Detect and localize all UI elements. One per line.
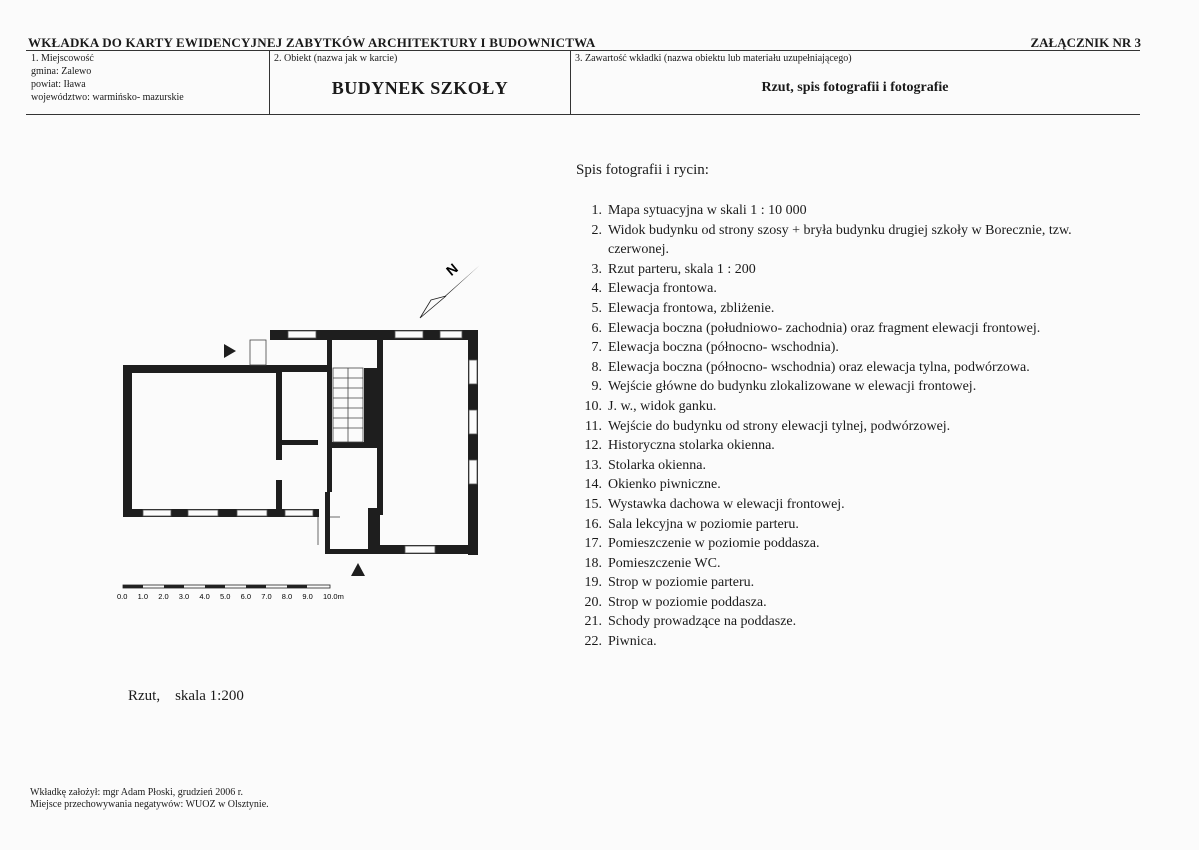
footer [30,787,269,811]
photo-list-item [568,201,1128,221]
header-rule-bottom [26,114,1140,115]
photo-list-text: Widok budynku od strony szosy + bryła budynku drugiej szkoły w Borecznie, tzw. czerwonej. [608,222,1072,258]
plan-wall [368,508,380,554]
plan-wall [123,365,281,373]
plan-wall [325,492,330,554]
photo-list-number: 22. [584,634,602,650]
scale-tick-label: 9.0 [302,592,313,601]
photo-list-item [568,377,1128,397]
photo-list-item [568,338,1128,358]
photo-list-heading: Spis fotografii i rycin: [576,162,709,178]
photo-list-item [568,495,1128,515]
photo-list-text: Pomieszczenie WC. [608,555,721,571]
location-cell [31,53,266,103]
photo-list-text: Elewacja frontowa. [608,281,717,297]
plan-wall [282,440,318,445]
photo-list-item [568,475,1128,495]
plan-window [469,410,477,434]
photo-list-text: Sala lekcyjna w poziomie parteru. [608,516,799,532]
photo-list-number: 11. [585,418,602,434]
photo-list-number: 18. [584,555,602,571]
photo-list-text: Rzut parteru, skala 1 : 200 [608,261,756,277]
photo-list-text: Piwnica. [608,634,657,650]
plan-wall [123,365,132,517]
photo-list-number: 17. [584,536,602,552]
photo-list-item [568,397,1128,417]
photo-list-text: Elewacja boczna (południowo- zachodnia) oraz fragment elewacji frontowej. [608,320,1041,336]
photo-list-text: J. w., widok ganku. [608,398,717,414]
scale-tick-label: 4.0 [199,592,210,601]
photo-list-item [568,534,1128,554]
scale-tick-label: 8.0 [281,592,293,601]
photo-list-number: 14. [584,477,602,493]
photo-list-item [568,612,1128,632]
photo-list-number: 10. [584,398,602,414]
photo-list-text: Historyczna stolarka okienna. [608,438,775,454]
photo-list-number: 16. [584,516,602,532]
photo-list-item [568,436,1128,456]
photo-list-item [568,319,1128,339]
scale-tick-label: 2.0 [158,592,169,601]
photo-list-number: 4. [591,281,602,297]
floor-plan [110,250,500,610]
photo-list [568,201,1128,652]
photo-list-item [568,299,1128,319]
powiat: powiat: Iława [31,79,86,90]
plan-wall [281,365,331,372]
photo-list-text: Elewacja frontowa, zbliżenie. [608,300,775,316]
plan-wall [276,480,282,510]
photo-list-text: Strop w poziomie poddasza. [608,594,767,610]
plan-window [285,510,313,516]
photo-list-number: 3. [591,261,602,277]
scale-tick-label: 1.0 [137,592,149,601]
photo-list-text: Wystawka dachowa w elewacji frontowej. [608,496,845,512]
plan-caption: Rzut, skala 1:200 [128,688,244,704]
plan-window [288,331,316,338]
photo-list-text: Mapa sytuacyjna w skali 1 : 10 000 [608,203,807,218]
entrance-arrow-icon [224,344,236,358]
photo-list-number: 8. [591,359,602,375]
photo-list-text: Wejście do budynku od strony elewacji tylnej, podwórzowej. [608,418,951,434]
photo-list-text: Pomieszczenie w poziomie poddasza. [608,536,820,552]
plan-window [237,510,267,516]
photo-list-item [568,417,1128,437]
photo-list-number: 13. [584,457,602,473]
photo-list-number: 5. [591,300,602,316]
plan-window [188,510,218,516]
scale-tick-label: 7.0 [261,592,272,601]
scale-tick-label: 3.0 [178,592,190,601]
plan-window [469,460,477,484]
photo-list-item [568,279,1128,299]
photo-list-item [568,554,1128,574]
footer-storage: Miejsce przechowywania negatywów: WUOZ w Olsztynie. [30,799,269,810]
plan-wall [327,340,332,492]
plan-wall [276,365,282,460]
plan-wall [364,368,378,444]
scale-tick-label: 5.0 [220,592,231,601]
content-value: Rzut, spis fotografii i fotografie [761,80,949,95]
scale-tick-label: 0.0 [117,592,128,601]
photo-list-item [568,632,1128,652]
photo-list-text: Elewacja boczna (północno- wschodnia) oraz elewacja tylna, podwórzowa. [608,359,1030,375]
photo-list-number: 6. [591,320,602,336]
gmina: gmina: Zalewo [31,66,92,77]
photo-list-item [568,260,1128,280]
footer-author: Wkładkę założył: mgr Adam Płoski, grudzień 2006 r. [30,787,244,798]
photo-list-number: 19. [584,575,602,591]
photo-list-number: 15. [584,496,602,512]
document-title: WKŁADKA DO KARTY EWIDENCYJNEJ ZABYTKÓW ARCHITEKTURY I BUDOWNICTWA [28,35,596,50]
photo-list-number: 12. [584,438,602,454]
header-rule-top [26,50,1140,51]
annex-number: ZAŁĄCZNIK NR 3 [1030,35,1141,50]
scale-labels [117,592,344,601]
location-label: 1. Miejscowość [31,53,94,64]
object-name: BUDYNEK SZKOŁY [331,78,509,98]
photo-list-number: 20. [584,594,602,610]
photo-list-text: Schody prowadzące na poddasze. [608,614,797,630]
north-label: N [442,259,461,279]
photo-list-item [568,593,1128,613]
photo-list-number: 1. [591,203,602,218]
photo-list-item [568,456,1128,476]
scale-bar [123,585,330,588]
photo-list-number: 2. [591,222,602,238]
header-divider-2 [570,50,571,114]
photo-list-number: 21. [584,614,602,630]
photo-list-number: 9. [591,379,602,395]
photo-list-number: 7. [591,340,602,356]
photo-list-text: Wejście główne do budynku zlokalizowane w elewacji frontowej. [608,379,977,395]
plan-landing [250,340,266,365]
photo-list-item [568,221,1128,260]
photo-list-item [568,515,1128,535]
photo-list-item [568,358,1128,378]
plan-window [440,331,462,338]
plan-wall [330,549,370,554]
entrance-arrow-icon [351,563,365,576]
photo-list-item [568,573,1128,593]
wojewodztwo: województwo: warmińsko- mazurskie [31,92,184,103]
photo-list-text: Elewacja boczna (północno- wschodnia). [608,340,839,356]
photo-list-text: Strop w poziomie parteru. [608,575,755,591]
photo-list-text: Stolarka okienna. [608,457,706,473]
object-label: 2. Obiekt (nazwa jak w karcie) [274,53,398,64]
scale-tick-label: 10.0m [323,592,344,601]
plan-window [395,331,423,338]
plan-window [469,360,477,384]
plan-window [405,546,435,553]
plan-window [143,510,171,516]
content-label: 3. Zawartość wkładki (nazwa obiektu lub materiału uzupełniającego) [575,53,852,64]
scale-tick-label: 6.0 [240,592,252,601]
photo-list-text: Okienko piwniczne. [608,477,721,493]
